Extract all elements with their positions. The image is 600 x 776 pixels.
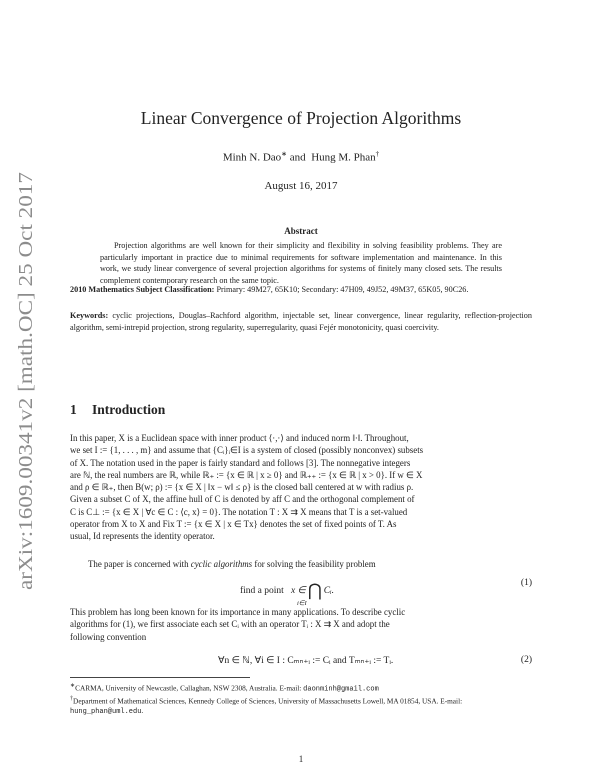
equation-2-tag: (2) — [520, 655, 532, 665]
abstract-heading: Abstract — [284, 226, 318, 236]
author-dao: Minh N. Dao — [222, 151, 282, 164]
problem-emphasis: cyclic algorithms — [190, 559, 253, 569]
section-heading — [70, 402, 165, 418]
equation-1-text: find a point — [240, 586, 284, 596]
section-title: Introduction — [92, 402, 166, 417]
intro-line: and ρ ∈ ℝ₊, then B(w; ρ) := {x ∈ X | ‖x − w‖ ≤ ρ} is the closed ball centered at w with radius ρ. — [70, 482, 414, 493]
intro-paragraph — [70, 432, 532, 543]
msc-classification — [70, 284, 532, 296]
section-number: 1 — [70, 402, 77, 417]
footnote-1 — [70, 681, 532, 694]
equation-1-tag: (1) — [520, 578, 532, 588]
page-number: 1 — [298, 754, 304, 764]
footnote-rule — [70, 677, 250, 678]
arxiv-stamp-text: arXiv:1609.00341v2 [math.OC] 25 Oct 2017 — [16, 237, 37, 590]
footnote-2-mark: † — [70, 696, 74, 702]
footnote-2-end: . — [141, 706, 144, 716]
intro-line: are ℕ, the real numbers are ℝ, while ℝ₊ := {x ∈ ℝ | x ≥ 0} and ℝ₊₊ := {x ∈ ℝ | x > 0}. If w ∈ X — [70, 469, 423, 480]
equation-1 — [70, 574, 532, 607]
msc-label: 2010 Mathematics Subject Classification: — [70, 285, 215, 294]
problem-text-before: The paper is concerned with — [88, 559, 189, 569]
paper-date: August 16, 2017 — [264, 180, 338, 192]
author-phan-mark: † — [375, 150, 380, 158]
arxiv-stamp — [12, 170, 38, 590]
problem-text-after: for solving the feasibility problem — [254, 559, 376, 569]
author-dao-mark: ∗ — [281, 150, 288, 158]
footnote-1-email[interactable]: daonminh@gmail.com — [303, 685, 379, 694]
abstract-text: Projection algorithms are well known for their simplicity and flexibility in solving feasibility problems. They are particularly important in practice due to minimal requirements for software implementation and maintenance. In this work, we study linear convergence of several projection algorithms for systems of finitely many closed sets. The results complement contemporary research on the same topic. — [100, 241, 502, 285]
author-phan: Hung M. Phan — [311, 151, 376, 164]
cyclic-line: algorithms for (1), we first associate each set Cᵢ with an operator Tᵢ : X ⇉ X and adopt the — [70, 619, 390, 630]
cyclic-paragraph — [70, 606, 532, 643]
intersection-symbol: ⋂ — [307, 581, 322, 600]
equation-1-body — [240, 578, 334, 607]
msc-text: Primary: 49M27, 65K10; Secondary: 47H09, 49J52, 49M37, 65K05, 90C26. — [216, 285, 469, 294]
cyclic-line: following convention — [70, 631, 147, 642]
intro-line: Given a subset C of X, the affine hull of C is denoted by aff C and the orthogonal complement of — [70, 494, 415, 505]
intersection-subscript: i∈I — [297, 600, 307, 607]
intro-line: C is C⊥ := {x ∈ X | ∀c ∈ C : ⟨c, x⟩ = 0}. The notation T : X ⇉ X means that T is a set-valued — [70, 506, 408, 517]
author-line — [70, 150, 532, 164]
intro-line: operator from X to X and Fix T := {x ∈ X | x ∈ Tx} denotes the set of fixed points of T. As — [70, 519, 397, 530]
footnote-1-text: CARMA, University of Newcastle, Callaghan, NSW 2308, Australia. E-mail: — [75, 683, 302, 693]
footnote-2-text: Department of Mathematical Sciences, Kennedy College of Sciences, University of Massachusetts Lowell, MA 01854, USA. E-mail: — [73, 696, 463, 706]
equation-1-variable: x ∈ — [290, 586, 306, 596]
keywords-label: Keywords: — [70, 311, 109, 320]
problem-paragraph — [70, 558, 532, 570]
intro-line: of X. The notation used in the paper is fairly standard and follows [3]. The nonnegative integers — [70, 457, 411, 468]
keywords-text: cyclic projections, Douglas–Rachford algorithm, injectable set, linear convergence, linear regularity, reflection-projection algorithm, semi-intrepid projection, strong regularity, superregularity, quasi Fejér monotonicity, quasi coercivity. — [70, 311, 532, 332]
keywords — [70, 310, 532, 333]
intro-line: usual, Id represents the identity operator. — [70, 531, 215, 542]
paper-title: Linear Convergence of Projection Algorithms — [140, 108, 462, 128]
author-conjunction: and — [289, 151, 306, 164]
cyclic-line: This problem has long been known for its importance in many applications. To describe cyclic — [70, 607, 406, 617]
footnote-2 — [70, 694, 532, 717]
arxiv-stamp-graphic — [12, 170, 38, 590]
intro-line: In this paper, X is a Euclidean space with inner product ⟨·,·⟩ and induced norm ‖·‖. Throughout, — [70, 433, 409, 443]
intro-line: we set I := {1, . . . , m} and assume that {Cᵢ}ᵢ∈I is a system of closed (possibly nonconvex) subsets — [70, 445, 424, 456]
footnote-2-email[interactable]: hung_phan@uml.edu — [70, 708, 142, 717]
equation-2-body: ∀n ∈ ℕ, ∀i ∈ I : Cₘₙ₊ᵢ := Cᵢ and Tₘₙ₊ᵢ := Tᵢ. — [218, 656, 394, 666]
footnote-1-mark: ∗ — [70, 683, 76, 689]
equation-1-set: Cᵢ. — [323, 586, 334, 596]
